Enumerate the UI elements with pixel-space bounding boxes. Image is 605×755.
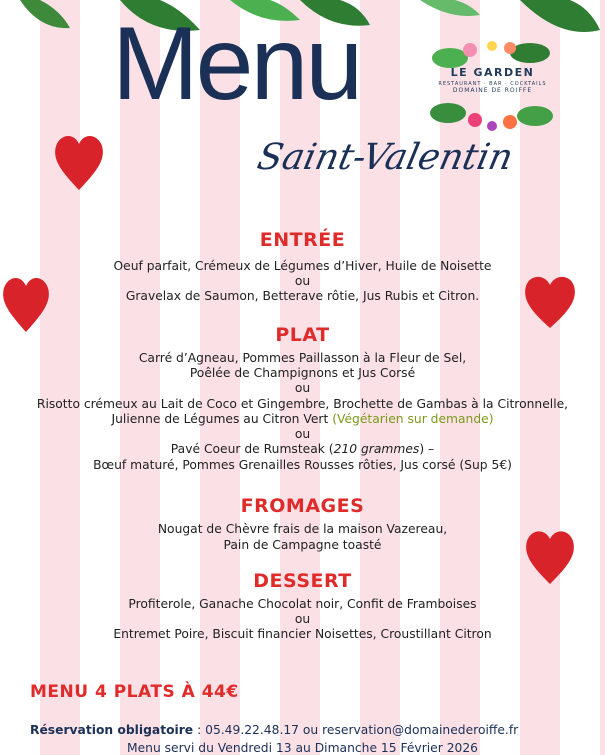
menu-line: Pain de Campagne toasté — [223, 538, 382, 552]
logo-name: LE GARDEN — [450, 66, 535, 79]
section-title-entree: ENTRÉE — [259, 229, 346, 251]
menu-or: ou — [294, 274, 311, 288]
weight-note: 210 grammes — [333, 442, 420, 456]
menu-or: ou — [294, 612, 311, 626]
section-title-fromages: FROMAGES — [240, 495, 365, 517]
menu-line: Risotto crémeux au Lait de Coco et Gingembre, Brochette de Gambas à la Citronnelle, — [36, 397, 569, 411]
service-dates: Menu servi du Vendredi 13 au Dimanche 15 Février 2026 — [126, 741, 479, 755]
section-title-plat: PLAT — [275, 324, 330, 346]
section-title-dessert: DESSERT — [253, 570, 352, 592]
dash: – — [428, 442, 435, 456]
menu-price: MENU 4 PLATS À 44€ — [30, 682, 239, 702]
logo-domain: DOMAINE DE ROIFFE — [452, 87, 533, 94]
page-subtitle: Saint-Valentin — [253, 137, 517, 178]
menu-line: Carré d’Agneau, Pommes Paillasson à la Fleur de Sel, — [138, 351, 467, 365]
menu-line — [0, 412, 605, 426]
menu-line: Entremet Poire, Biscuit financier Noisettes, Croustillant Citron — [113, 627, 492, 641]
menu-or: ou — [294, 427, 311, 441]
menu-line-text: Pavé Coeur de Rumsteak — [170, 442, 325, 456]
vegetarian-note: (Végétarien sur demande) — [332, 412, 494, 426]
menu-line-text: Julienne de Légumes au Citron Vert — [111, 412, 329, 426]
heart-icon — [52, 130, 106, 192]
reservation-info — [30, 723, 518, 737]
menu-line: Pavé Coeur de Rumsteak (210 grammes) – — [170, 442, 435, 456]
reservation-separator: : — [193, 723, 206, 737]
menu-line: Oeuf parfait, Crémeux de Légumes d’Hiver, Huile de Noisette — [113, 259, 492, 273]
logo-tagline: RESTAURANT · BAR · COCKTAILS — [438, 81, 547, 87]
menu-line: Profiterole, Ganache Chocolat noir, Confit de Framboises — [128, 597, 477, 611]
menu-line: Nougat de Chèvre frais de la maison Vazereau, — [157, 522, 448, 536]
reservation-details[interactable]: 05.49.22.48.17 ou reservation@domainederoiffe.fr — [205, 723, 519, 737]
menu-line: Poêlée de Champignons et Jus Corsé — [189, 366, 416, 380]
menu-or: ou — [294, 381, 311, 395]
menu-line: Gravelax de Saumon, Betterave rôtie, Jus Rubis et Citron. — [125, 289, 480, 303]
menu-line: Bœuf maturé, Pommes Grenailles Rousses rôties, Jus corsé (Sup 5€) — [93, 458, 512, 472]
reservation-label: Réservation obligatoire — [30, 723, 194, 737]
page-title: Menu — [112, 6, 361, 122]
